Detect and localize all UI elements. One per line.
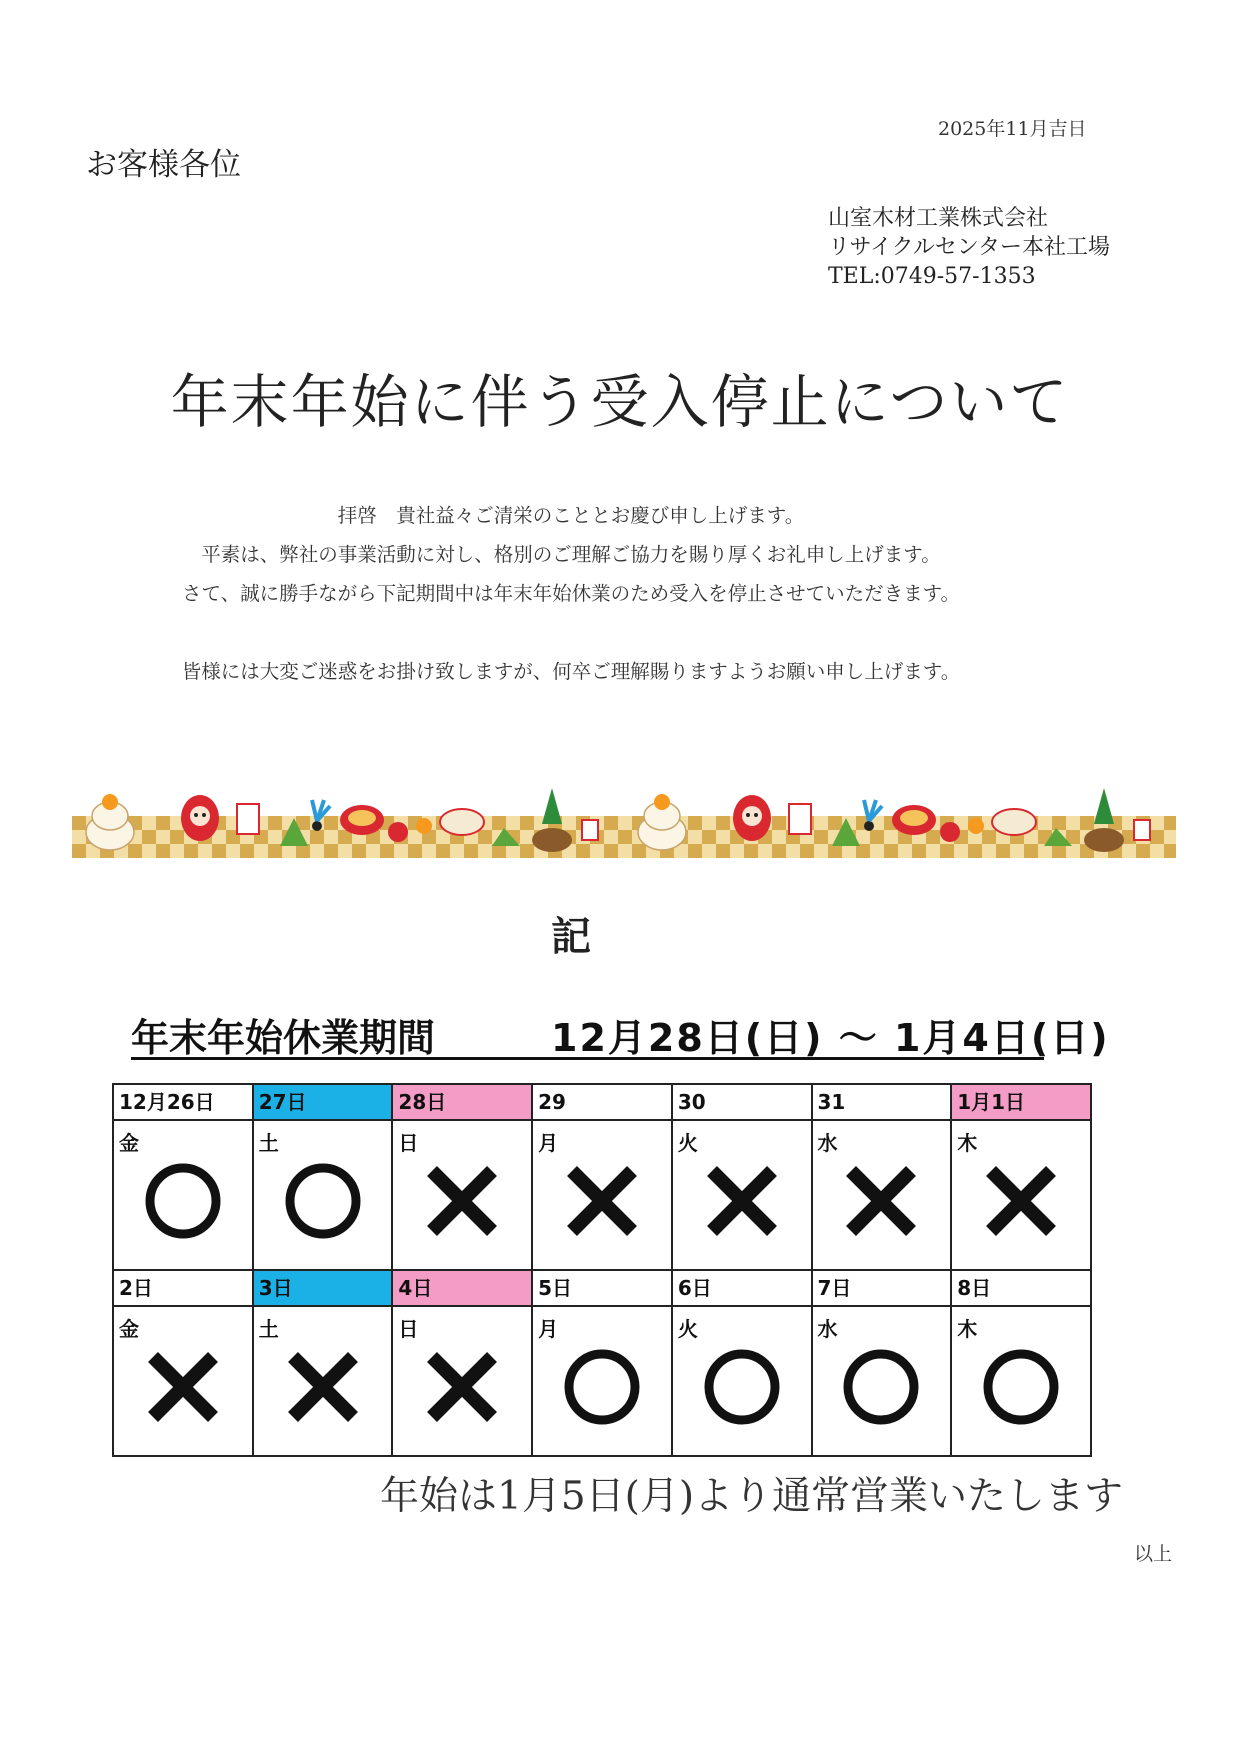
cross-icon <box>562 1161 642 1241</box>
calendar-date: 1月1日 <box>951 1084 1091 1120</box>
calendar-date: 8日 <box>951 1270 1091 1306</box>
weekday-label: 木 <box>957 1131 978 1155</box>
calendar-day-cell <box>532 1306 672 1456</box>
weekday-label: 月 <box>538 1131 559 1155</box>
facility-name: リサイクルセンター本社工場 <box>828 235 1111 260</box>
circle-icon <box>562 1347 642 1427</box>
calendar-date: 4日 <box>392 1270 532 1306</box>
closing-word: 以上 <box>1134 1543 1173 1565</box>
calendar-day-cell <box>532 1120 672 1270</box>
circle-icon <box>143 1161 223 1241</box>
closure-period-label: 年末年始休業期間 <box>131 1016 436 1060</box>
calendar-date: 7日 <box>812 1270 952 1306</box>
weekday-label: 土 <box>258 1131 279 1155</box>
circle-icon <box>841 1347 921 1427</box>
calendar-day-cell <box>812 1120 952 1270</box>
weekday-label: 日 <box>398 1131 419 1155</box>
weekday-label: 土 <box>258 1317 279 1341</box>
calendar-date: 6日 <box>672 1270 812 1306</box>
calendar-day-cell <box>812 1306 952 1456</box>
calendar-day-cell <box>253 1120 393 1270</box>
calendar-date-row <box>113 1270 1091 1306</box>
calendar-date: 31 <box>812 1084 952 1120</box>
cross-icon <box>422 1161 502 1241</box>
circle-icon <box>981 1347 1061 1427</box>
calendar-day-cell <box>392 1120 532 1270</box>
weekday-label: 火 <box>677 1131 698 1155</box>
new-year-decoration-banner <box>72 788 1176 858</box>
cross-icon <box>981 1161 1061 1241</box>
cross-icon <box>841 1161 921 1241</box>
thanks-line: 平素は、弊社の事業活動に対し、格別のご理解ご協力を賜り厚くお礼申し上げます。 <box>201 543 941 566</box>
calendar-status-row <box>113 1306 1091 1456</box>
sender-block <box>828 204 1110 291</box>
calendar-date: 12月26日 <box>113 1084 253 1120</box>
weekday-label: 木 <box>957 1317 978 1341</box>
weekday-label: 日 <box>398 1317 419 1341</box>
company-name: 山室木材工業株式会社 <box>828 206 1049 231</box>
calendar-date: 3日 <box>253 1270 393 1306</box>
cross-icon <box>702 1161 782 1241</box>
weekday-label: 水 <box>817 1131 838 1155</box>
weekday-label: 金 <box>119 1131 139 1155</box>
cross-icon <box>283 1347 363 1427</box>
calendar-date: 27日 <box>253 1084 393 1120</box>
weekday-label: 金 <box>119 1317 139 1341</box>
cross-icon <box>422 1347 502 1427</box>
closure-calendar <box>112 1083 1092 1457</box>
calendar-day-cell <box>113 1306 253 1456</box>
calendar-day-cell <box>951 1306 1091 1456</box>
cross-icon <box>143 1347 223 1427</box>
calendar-status-row <box>113 1120 1091 1270</box>
weekday-label: 月 <box>538 1317 559 1341</box>
addressee: お客様各位 <box>86 147 241 183</box>
calendar-day-cell <box>672 1120 812 1270</box>
circle-icon <box>702 1347 782 1427</box>
apology-line: 皆様には大変ご迷惑をお掛け致しますが、何卒ご理解賜りますようお願い申し上げます。 <box>181 660 961 683</box>
body-text <box>0 496 1142 691</box>
phone-number: TEL:0749-57-1353 <box>828 264 1036 289</box>
weekday-label: 火 <box>677 1317 698 1341</box>
calendar-day-cell <box>253 1306 393 1456</box>
closure-period-range: 12月28日(日) 〜 1月4日(日) <box>551 1016 1110 1060</box>
circle-icon <box>283 1161 363 1241</box>
weekday-label: 水 <box>817 1317 838 1341</box>
greeting-line: 拝啓 貴社益々ご清栄のこととお慶び申し上げます。 <box>337 504 805 527</box>
calendar-day-cell <box>113 1120 253 1270</box>
ki-heading: 記 <box>551 914 591 960</box>
reopening-notice: 年始は1月5日(月)より通常営業いたします <box>380 1474 1124 1519</box>
calendar-day-cell <box>392 1306 532 1456</box>
calendar-date: 30 <box>672 1084 812 1120</box>
calendar-date: 28日 <box>392 1084 532 1120</box>
notice-line: さて、誠に勝手ながら下記期間中は年末年始休業のため受入を停止させていただきます。 <box>181 582 961 605</box>
calendar-date: 5日 <box>532 1270 672 1306</box>
notice-title: 年末年始に伴う受入停止について <box>170 368 1070 436</box>
calendar-date: 29 <box>532 1084 672 1120</box>
calendar-date-row <box>113 1084 1091 1120</box>
document-date: 2025年11月吉日 <box>938 118 1087 140</box>
calendar-day-cell <box>951 1120 1091 1270</box>
calendar-day-cell <box>672 1306 812 1456</box>
closure-period <box>131 1005 1110 1060</box>
calendar-date: 2日 <box>113 1270 253 1306</box>
